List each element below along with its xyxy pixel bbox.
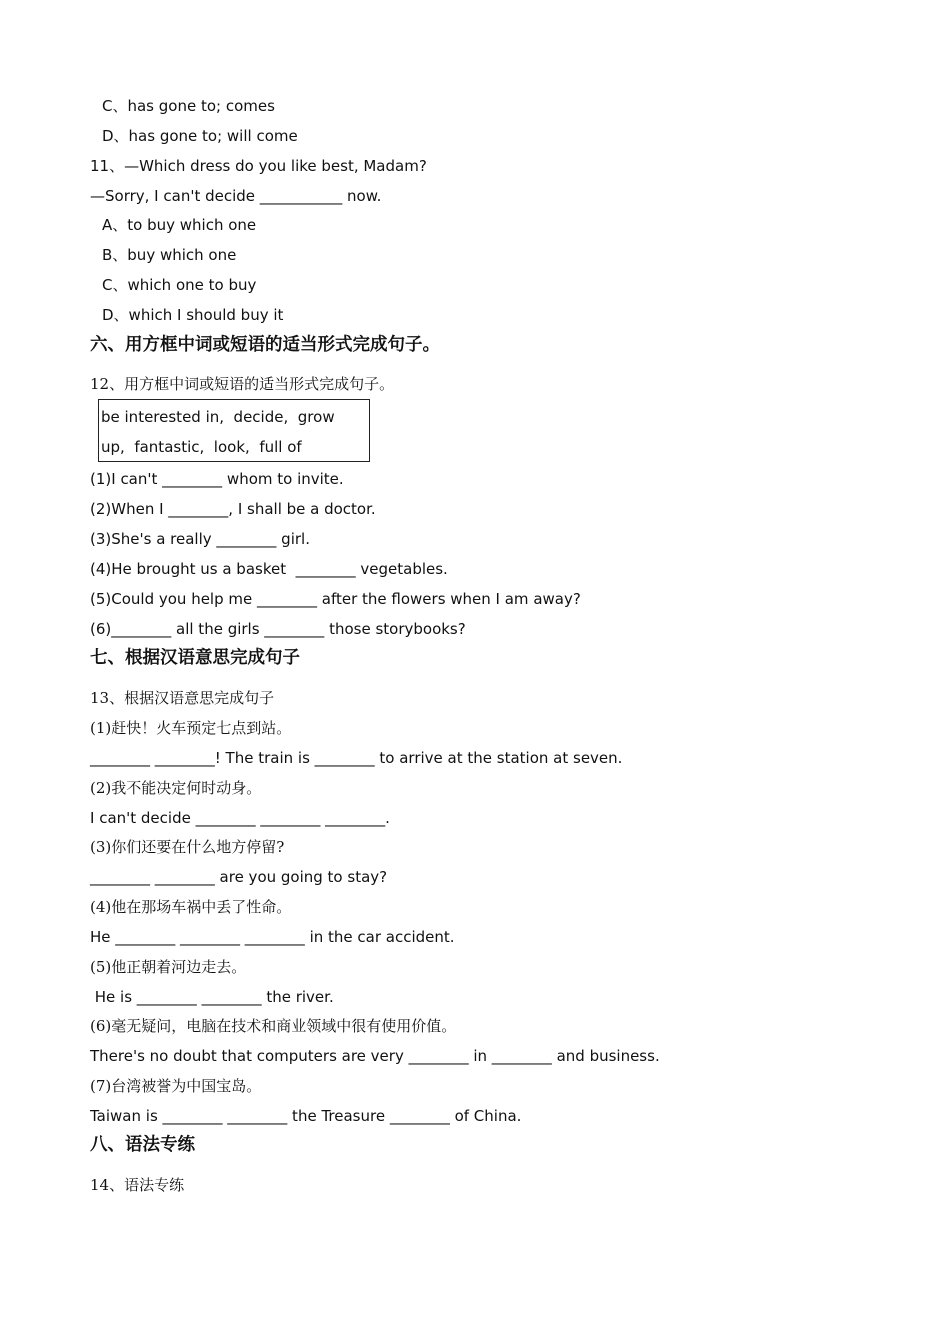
q11-option-b: B、buy which one [102, 246, 237, 264]
q11-option-a: A、to buy which one [102, 216, 257, 234]
q13-item-7-english: Taiwan is ________ ________ the Treasure ________ of China. [90, 1107, 522, 1125]
q13-item-2-english: I can't decide ________ ________ ________. [90, 809, 390, 827]
q12-item-5: (5)Could you help me ________ after the flowers when I am away? [90, 590, 581, 608]
q10-option-d: D、has gone to; will come [102, 127, 298, 145]
section-8-heading: 八、语法专练 [90, 1135, 195, 1155]
q13-item-1-chinese: (1)赶快！火车预定七点到站。 [90, 719, 292, 737]
q10-option-c: C、has gone to; comes [102, 97, 275, 115]
q13-item-6-english: There's no doubt that computers are very ________ in ________ and business. [90, 1047, 660, 1065]
q12-item-1: (1)I can't ________ whom to invite. [90, 470, 344, 488]
q13-item-4-english: He ________ ________ ________ in the car accident. [90, 928, 455, 946]
q11-reply: —Sorry, I can't decide ___________ now. [90, 187, 382, 205]
q13-title: 13、根据汉语意思完成句子 [90, 689, 275, 707]
q12-item-6: (6)________ all the girls ________ those storybooks? [90, 620, 466, 638]
q13-item-6-chinese: (6)毫无疑问，电脑在技术和商业领域中很有使用价值。 [90, 1017, 457, 1035]
q13-item-5-chinese: (5)他正朝着河边走去。 [90, 958, 247, 976]
q13-item-1-english: ________ ________! The train is ________ to arrive at the station at seven. [90, 749, 623, 767]
q11-option-c: C、which one to buy [102, 276, 257, 294]
q13-item-3-chinese: (3)你们还要在什么地方停留? [90, 838, 285, 856]
q12-item-2: (2)When I ________, I shall be a doctor. [90, 500, 376, 518]
word-box-line: up, fantastic, look, full of [101, 438, 302, 456]
q11-question: 11、—Which dress do you like best, Madam? [90, 157, 427, 175]
word-box [98, 399, 370, 462]
q13-item-5-english: He is ________ ________ the river. [90, 988, 334, 1006]
q14-title: 14、语法专练 [90, 1176, 185, 1194]
q13-item-7-chinese: (7)台湾被誉为中国宝岛。 [90, 1077, 262, 1095]
section-7-heading: 七、根据汉语意思完成句子 [90, 648, 300, 668]
section-6-heading: 六、用方框中词或短语的适当形式完成句子。 [90, 335, 440, 355]
q13-item-3-english: ________ ________ are you going to stay? [90, 868, 388, 886]
word-box-line: be interested in, decide, grow [101, 408, 335, 426]
q12-item-4: (4)He brought us a basket ________ vegetables. [90, 560, 448, 578]
q12-title: 12、用方框中词或短语的适当形式完成句子。 [90, 375, 395, 393]
q12-item-3: (3)She's a really ________ girl. [90, 530, 310, 548]
q13-item-4-chinese: (4)他在那场车祸中丢了性命。 [90, 898, 292, 916]
q11-option-d: D、which I should buy it [102, 306, 284, 324]
q13-item-2-chinese: (2)我不能决定何时动身。 [90, 779, 262, 797]
